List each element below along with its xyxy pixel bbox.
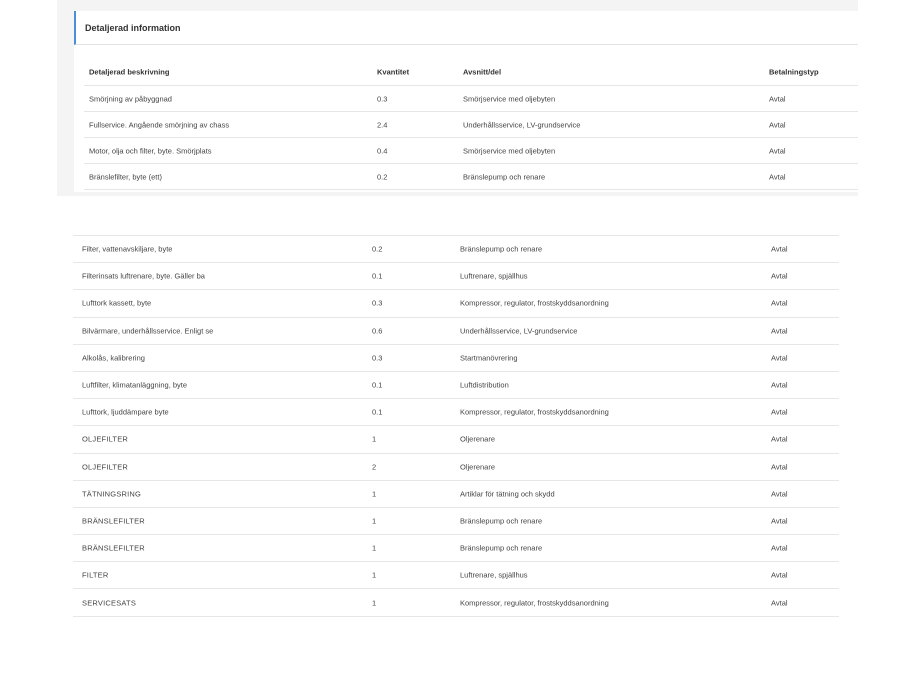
cell-quantity: 0.2 xyxy=(372,244,383,254)
cell-payment: Avtal xyxy=(771,407,788,417)
table-row xyxy=(84,138,858,164)
cell-quantity: 1 xyxy=(372,516,377,526)
cell-payment: Avtal xyxy=(771,598,788,608)
cell-description: Lufttork, ljuddämpare byte xyxy=(82,407,169,417)
cell-payment: Avtal xyxy=(771,434,788,444)
table-header-row xyxy=(84,59,858,86)
cell-description: SERVICESATS xyxy=(82,598,137,608)
cell-section: Luftdistribution xyxy=(460,380,509,390)
cell-payment: Avtal xyxy=(771,380,788,390)
cell-quantity: 1 xyxy=(372,489,377,499)
cell-section: Kompressor, regulator, frostskyddsanordning xyxy=(460,407,609,417)
cell-quantity: 0.3 xyxy=(377,94,388,103)
cell-quantity: 0.2 xyxy=(377,172,388,181)
detail-card xyxy=(57,0,858,196)
cell-section: Luftrenare, spjällhus xyxy=(460,271,528,281)
cell-description: Bränslefilter, byte (ett) xyxy=(89,172,162,181)
cell-section: Smörjservice med oljebyten xyxy=(463,94,556,103)
table-row xyxy=(73,481,839,508)
cell-section: Smörjservice med oljebyten xyxy=(463,146,556,155)
cell-section: Startmanövrering xyxy=(460,353,518,363)
cell-quantity: 0.6 xyxy=(372,326,383,336)
cell-payment: Avtal xyxy=(769,146,786,155)
cell-quantity: 0.1 xyxy=(372,271,383,281)
cell-description: FILTER xyxy=(82,570,109,580)
cell-payment: Avtal xyxy=(771,298,788,308)
table-row xyxy=(84,86,858,112)
table-row xyxy=(73,290,839,317)
cell-description: Filterinsats luftrenare, byte. Gäller ba xyxy=(82,271,205,281)
cell-payment: Avtal xyxy=(771,244,788,254)
column-header-quantity: Kvantitet xyxy=(377,67,410,77)
cell-description: Luftfilter, klimatanläggning, byte xyxy=(82,380,188,390)
detail-table-continued xyxy=(73,235,839,617)
cell-description: Smörjning av påbyggnad xyxy=(89,94,172,103)
section-header xyxy=(74,11,858,45)
cell-section: Bränslepump och renare xyxy=(460,543,543,553)
cell-description: Motor, olja och filter, byte. Smörjplats xyxy=(89,146,212,155)
cell-quantity: 0.1 xyxy=(372,380,383,390)
cell-payment: Avtal xyxy=(769,172,786,181)
cell-section: Bränslepump och renare xyxy=(460,244,543,254)
cell-section: Oljerenare xyxy=(460,462,496,472)
cell-quantity: 1 xyxy=(372,434,377,444)
cell-section: Underhållsservice, LV-grundservice xyxy=(463,120,581,129)
cell-description: OLJEFILTER xyxy=(82,462,129,472)
cell-payment: Avtal xyxy=(769,94,786,103)
table-row xyxy=(73,589,839,616)
cell-description: Fullservice. Angående smörjning av chass xyxy=(89,120,230,129)
table-row xyxy=(73,454,839,481)
cell-payment: Avtal xyxy=(771,326,788,336)
cell-payment: Avtal xyxy=(769,120,786,129)
cell-description: Filter, vattenavskiljare, byte xyxy=(82,244,173,254)
cell-description: Bilvärmare, underhållsservice. Enligt se xyxy=(82,326,214,336)
cell-quantity: 0.1 xyxy=(372,407,383,417)
table-row xyxy=(73,535,839,562)
table-row xyxy=(73,508,839,535)
cell-section: Underhållsservice, LV-grundservice xyxy=(460,326,578,336)
table-row xyxy=(73,562,839,589)
cell-payment: Avtal xyxy=(771,353,788,363)
table-body xyxy=(84,86,858,190)
cell-section: Luftrenare, spjällhus xyxy=(460,570,528,580)
cell-description: BRÄNSLEFILTER xyxy=(82,543,145,553)
cell-quantity: 0.3 xyxy=(372,298,383,308)
table-row xyxy=(73,345,839,372)
cell-payment: Avtal xyxy=(771,516,788,526)
table-row xyxy=(84,164,858,190)
column-header-section: Avsnitt/del xyxy=(463,67,502,77)
cell-description: TÄTNINGSRING xyxy=(82,489,142,499)
table-row xyxy=(73,318,839,345)
cell-quantity: 1 xyxy=(372,598,377,608)
cell-description: OLJEFILTER xyxy=(82,434,129,444)
cell-payment: Avtal xyxy=(771,543,788,553)
cell-description: BRÄNSLEFILTER xyxy=(82,516,145,526)
cell-payment: Avtal xyxy=(771,271,788,281)
cell-quantity: 2.4 xyxy=(377,120,388,129)
table-row xyxy=(84,112,858,138)
cell-quantity: 1 xyxy=(372,543,377,553)
column-header-payment: Betalningstyp xyxy=(769,67,819,77)
section-title: Detaljerad information xyxy=(85,23,181,33)
cell-section: Kompressor, regulator, frostskyddsanordning xyxy=(460,298,609,308)
cell-section: Oljerenare xyxy=(460,434,496,444)
cell-quantity: 2 xyxy=(372,462,377,472)
cell-payment: Avtal xyxy=(771,489,788,499)
table-row xyxy=(73,372,839,399)
detail-card-inner xyxy=(74,11,858,192)
table-row xyxy=(73,426,839,453)
column-header-description: Detaljerad beskrivning xyxy=(89,67,170,77)
cell-description: Alkolås, kalibrering xyxy=(82,353,145,363)
table-row xyxy=(73,263,839,290)
cell-quantity: 0.3 xyxy=(372,353,383,363)
cell-quantity: 0.4 xyxy=(377,146,388,155)
cell-section: Artiklar för tätning och skydd xyxy=(460,489,555,499)
detail-table xyxy=(84,59,858,190)
table-row xyxy=(73,399,839,426)
cell-payment: Avtal xyxy=(771,570,788,580)
cell-section: Bränslepump och renare xyxy=(460,516,543,526)
table-row xyxy=(73,236,839,263)
cell-description: Lufttork kassett, byte xyxy=(82,298,152,308)
cell-section: Kompressor, regulator, frostskyddsanordning xyxy=(460,598,609,608)
cell-payment: Avtal xyxy=(771,462,788,472)
cell-quantity: 1 xyxy=(372,570,377,580)
cell-section: Bränslepump och renare xyxy=(463,172,546,181)
